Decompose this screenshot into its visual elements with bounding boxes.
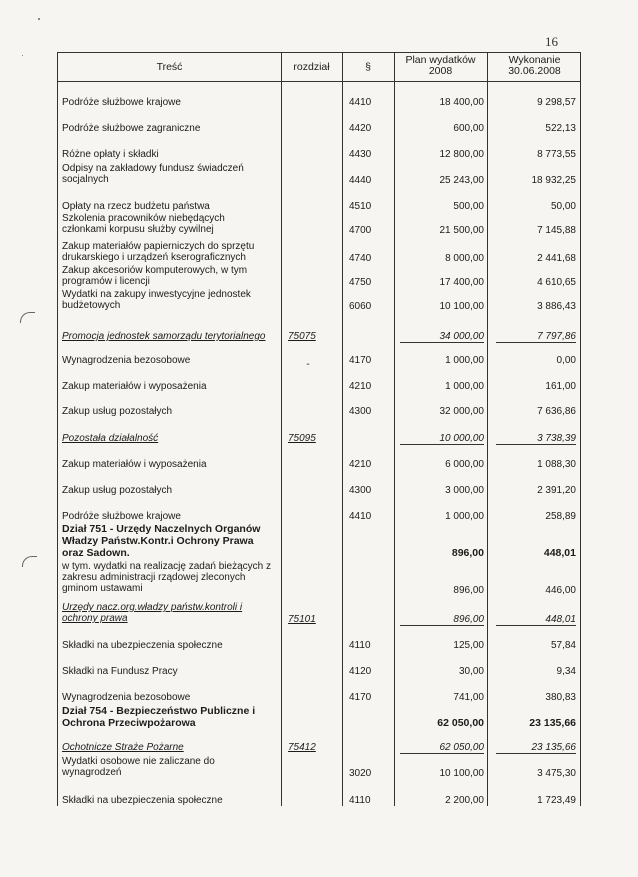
row-plan: 34 000,00 xyxy=(400,331,484,343)
row-paragraf: 4430 xyxy=(349,149,372,160)
row-wykonanie: 18 932,25 xyxy=(531,175,576,186)
row-wykonanie: 0,00 xyxy=(556,355,576,366)
row-wykonanie: 2 391,20 xyxy=(537,485,576,496)
row-plan: 32 000,00 xyxy=(439,406,484,417)
row-paragraf: 4410 xyxy=(349,511,372,522)
row-wykonanie: 446,00 xyxy=(545,585,576,596)
row-description: Pozostała działalność xyxy=(62,433,159,444)
row-description: Podróże służbowe zagraniczne xyxy=(62,123,201,134)
row-plan: 896,00 xyxy=(400,614,484,626)
row-description: Zakup materiałów papierniczych do sprzętu drukarskiego i urządzeń kserograficznych xyxy=(62,241,255,263)
row-wykonanie: 3 886,43 xyxy=(537,301,576,312)
row-description: Składki na ubezpieczenia społeczne xyxy=(62,640,223,651)
row-plan: 12 800,00 xyxy=(439,149,484,160)
row-wykonanie: 3 475,30 xyxy=(537,768,576,779)
row-paragraf: 4510 xyxy=(349,201,372,212)
row-description: Zakup materiałów i wyposażenia xyxy=(62,381,207,392)
row-description: Zakup akcesoriów komputerowych, w tym programów i licencji xyxy=(62,265,248,287)
row-wykonanie: 9 298,57 xyxy=(537,97,576,108)
row-wykonanie: 9,34 xyxy=(556,666,576,677)
row-plan: 741,00 xyxy=(453,692,484,703)
row-description: Składki na ubezpieczenia społeczne xyxy=(62,795,223,806)
row-paragraf: 4440 xyxy=(349,175,372,186)
row-plan: 2 200,00 xyxy=(445,795,484,806)
row-wykonanie: 161,00 xyxy=(545,381,576,392)
row-plan: 25 243,00 xyxy=(439,175,484,186)
row-description: Urzędy nacz.org.władzy państw.kontroli i ochrony prawa xyxy=(62,602,243,624)
row-wykonanie: 258,89 xyxy=(545,511,576,522)
row-plan: 8 000,00 xyxy=(445,253,484,264)
row-description: Wydatki osobowe nie zaliczane do wynagrodzeń xyxy=(62,756,215,778)
row-plan: 10 100,00 xyxy=(439,768,484,779)
row-plan: 18 400,00 xyxy=(439,97,484,108)
row-plan: 500,00 xyxy=(453,201,484,212)
row-description: Zakup usług pozostałych xyxy=(62,406,173,417)
row-wykonanie: 23 135,66 xyxy=(529,717,576,729)
row-paragraf: 4300 xyxy=(349,406,372,417)
row-rozdzial: 75412 xyxy=(288,742,316,753)
row-plan: 125,00 xyxy=(453,640,484,651)
row-plan: 30,00 xyxy=(458,666,484,677)
row-plan: 1 000,00 xyxy=(445,511,484,522)
row-description: Odpisy na zakładowy fundusz świadczeń socjalnych xyxy=(62,163,244,185)
row-wykonanie: 448,01 xyxy=(496,614,576,626)
row-paragraf: 4740 xyxy=(349,253,372,264)
row-wykonanie: 23 135,66 xyxy=(496,742,576,754)
row-paragraf: 4210 xyxy=(349,459,372,470)
row-paragraf: 4420 xyxy=(349,123,372,134)
row-paragraf: 4170 xyxy=(349,355,372,366)
row-description: Różne opłaty i składki xyxy=(62,149,159,160)
row-description: Zakup materiałów i wyposażenia xyxy=(62,459,207,470)
row-description: Zakup usług pozostałych xyxy=(62,485,173,496)
row-plan: 3 000,00 xyxy=(445,485,484,496)
row-plan: 1 000,00 xyxy=(445,355,484,366)
row-plan: 600,00 xyxy=(453,123,484,134)
row-rozdzial: - xyxy=(306,359,310,370)
row-paragraf: 4300 xyxy=(349,485,372,496)
header-rozdzial: rozdział xyxy=(293,60,330,73)
row-description: Dział 754 - Bezpieczeństwo Publiczne i Ochrona Przeciwpożarowa xyxy=(62,705,256,729)
header-paragraf: § xyxy=(365,60,371,73)
row-plan: 62 050,00 xyxy=(400,742,484,754)
row-description: w tym. wydatki na realizację zadań bieżących z zakresu administracji rządowej zleconych gminom ustawami xyxy=(62,561,271,594)
row-description: Promocja jednostek samorządu terytorialnego xyxy=(62,331,266,342)
row-wykonanie: 522,13 xyxy=(545,123,576,134)
row-description: Ochotnicze Straże Pożarne xyxy=(62,742,184,753)
header-tresc: Treść xyxy=(156,60,183,73)
row-wykonanie: 448,01 xyxy=(543,547,576,559)
row-description: Wydatki na zakupy inwestycyjne jednostek budżetowych xyxy=(62,289,251,311)
row-plan: 896,00 xyxy=(453,585,484,596)
row-paragraf: 4120 xyxy=(349,666,372,677)
row-plan: 10 100,00 xyxy=(439,301,484,312)
row-description: Szkolenia pracowników niebędących członkami korpusu służby cywilnej xyxy=(62,213,225,235)
row-paragraf: 4110 xyxy=(349,640,371,651)
row-paragraf: 6060 xyxy=(349,301,372,312)
expense-table xyxy=(57,52,581,806)
header-plan: Plan wydatków 2008 xyxy=(405,54,476,77)
row-wykonanie: 1 723,49 xyxy=(537,795,576,806)
row-paragraf: 4700 xyxy=(349,225,372,236)
row-plan: 6 000,00 xyxy=(445,459,484,470)
row-paragraf: 3020 xyxy=(349,768,372,779)
row-description: Wynagrodzenia bezosobowe xyxy=(62,692,191,703)
row-plan: 1 000,00 xyxy=(445,381,484,392)
page-number: 16 xyxy=(545,34,558,49)
row-wykonanie: 7 797,86 xyxy=(496,331,576,343)
row-wykonanie: 7 145,88 xyxy=(537,225,576,236)
row-description: Opłaty na rzecz budżetu państwa xyxy=(62,201,210,212)
row-description: Składki na Fundusz Pracy xyxy=(62,666,178,677)
row-paragraf: 4170 xyxy=(349,692,372,703)
header-wykonanie: Wykonanie 30.06.2008 xyxy=(508,54,561,77)
row-paragraf: 4750 xyxy=(349,277,372,288)
row-plan: 62 050,00 xyxy=(437,717,484,729)
row-wykonanie: 1 088,30 xyxy=(537,459,576,470)
row-wykonanie: 8 773,55 xyxy=(537,149,576,160)
row-description: Podróże służbowe krajowe xyxy=(62,97,181,108)
row-rozdzial: 75075 xyxy=(288,331,316,342)
row-wykonanie: 4 610,65 xyxy=(537,277,576,288)
row-plan: 10 000,00 xyxy=(400,433,484,445)
row-plan: 21 500,00 xyxy=(439,225,484,236)
row-wykonanie: 7 636,86 xyxy=(537,406,576,417)
row-description: Podróże służbowe krajowe xyxy=(62,511,181,522)
row-plan: 896,00 xyxy=(451,547,484,559)
row-wykonanie: 50,00 xyxy=(550,201,576,212)
row-wykonanie: 3 738,39 xyxy=(496,433,576,445)
row-wykonanie: 57,84 xyxy=(550,640,576,651)
row-rozdzial: 75101 xyxy=(288,614,316,625)
row-description: Dział 751 - Urzędy Naczelnych Organów Władzy Państw.Kontr.i Ochrony Prawa oraz Sadown. xyxy=(62,523,261,559)
row-plan: 17 400,00 xyxy=(439,277,484,288)
row-wykonanie: 380,83 xyxy=(545,692,576,703)
row-paragraf: 4410 xyxy=(349,97,372,108)
row-rozdzial: 75095 xyxy=(288,433,316,444)
row-paragraf: 4110 xyxy=(349,795,371,806)
row-wykonanie: 2 441,68 xyxy=(537,253,576,264)
row-paragraf: 4210 xyxy=(349,381,372,392)
row-description: Wynagrodzenia bezosobowe xyxy=(62,355,191,366)
table-header xyxy=(58,53,580,82)
